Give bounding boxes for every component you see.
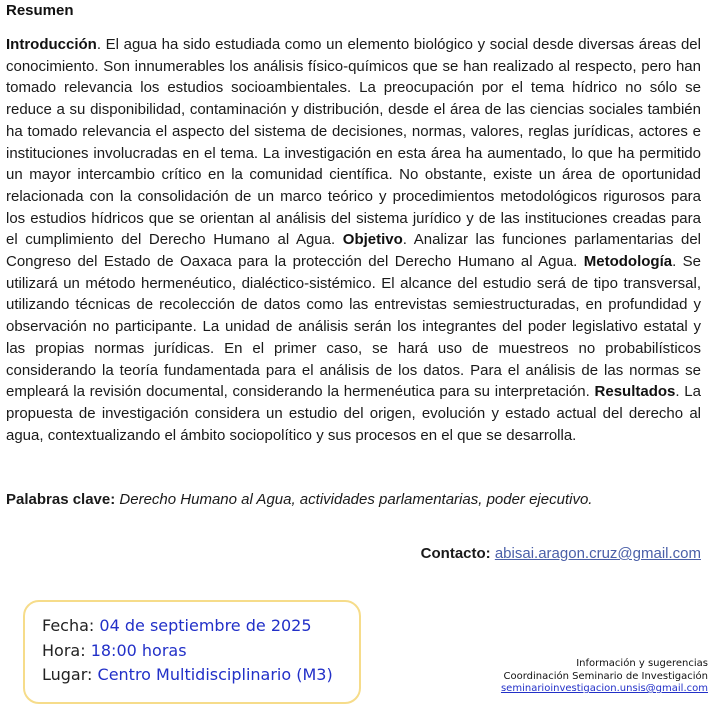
footer-email-link[interactable]: seminarioinvestigacion.unsis@gmail.com xyxy=(500,683,708,694)
objetivo-label: Objetivo xyxy=(342,231,403,249)
metodologia-label: Metodología xyxy=(583,253,673,271)
contact-email-link[interactable]: abisai.aragon.cruz@gmail.com xyxy=(494,545,701,562)
resultados-label: Resultados xyxy=(594,383,676,401)
contact-line xyxy=(421,543,701,564)
footer-info xyxy=(501,658,708,696)
objetivo-text: . Analizar las funciones parlamentarias del Congreso del Estado de Oaxaca para la protección del Derecho Humano al Agua. xyxy=(6,231,701,271)
keywords-line xyxy=(6,489,706,510)
abstract-heading: Resumen xyxy=(6,2,74,19)
event-date-label: Fecha: xyxy=(42,616,95,635)
event-place-row xyxy=(42,663,359,688)
event-time-value: 18:00 horas xyxy=(90,640,187,660)
event-date-value: 04 de septiembre de 2025 xyxy=(99,616,312,635)
keywords-label: Palabras clave: xyxy=(6,491,116,508)
event-place-value: Centro Multidisciplinario (M3) xyxy=(97,665,333,684)
keywords-text: Derecho Humano al Agua, actividades parlamentarias, poder ejecutivo. xyxy=(119,491,593,508)
event-time-label: Hora: xyxy=(42,640,86,660)
abstract-body xyxy=(6,34,701,446)
contact-label: Contacto: xyxy=(420,545,491,562)
footer-line-coordination: Coordinación Seminario de Investigación xyxy=(503,670,708,682)
event-time-row xyxy=(42,639,359,664)
event-details-box xyxy=(23,600,361,704)
intro-label: Introducción xyxy=(6,36,97,53)
metodologia-text: . Se utilizará un método hermenéutico, dialéctico-sistémico. El alcance del estudio será de tipo transversal, utilizando técnicas de recolección de datos como las entrevistas semiestructuradas, en profundidad y observación no participante. La unidad de análisis serán los integrantes del poder legislativo estatal y las propias normas jurídicas. En el primer caso, se hará uso de muestreos no probabilísticos considerando la teoría fundamentada para el análisis de los datos. Para el análisis de las normas se empleará la revisión documental, considerando la hermenéutica para su interpretación. xyxy=(6,253,701,401)
intro-text: . El agua ha sido estudiada como un elemento biológico y social desde diversas áreas del conocimiento. Son innumerables los análisis físico-químicos que se han realizado al respecto, pero han tomado relevancia los estudios socioambientales. La preocupación por el tema hídrico no sólo se reduce a su disponibilidad, contaminación y distribución, desde el área de las ciencias sociales también ha tomado relevancia el aspecto del sistema de decisiones, normas, valores, reglas jurídicas, actores e instituciones involucradas en el tema. La investigación en esta área ha aumentado, lo que ha permitido un mayor intercambio crítico en la comunidad científica. No obstante, existe un área de oportunidad relacionada con la consolidación de un marco teórico y procedimientos metodológicos rigurosos para los estudios hídricos que se orientan al análisis del sistema jurídico y de las instituciones creadas para el cumplimiento del Derecho Humano al Agua. xyxy=(6,36,701,249)
event-place-label: Lugar: xyxy=(42,665,93,684)
footer-line-info: Información y sugerencias xyxy=(576,658,708,669)
event-date-row xyxy=(42,614,359,639)
resultados-text: . La propuesta de investigación considera un estudio del origen, evolución y estado actual del derecho al agua, contextualizando el ámbito sociopolítico y sus procesos en el que se desarrolla. xyxy=(6,383,701,444)
